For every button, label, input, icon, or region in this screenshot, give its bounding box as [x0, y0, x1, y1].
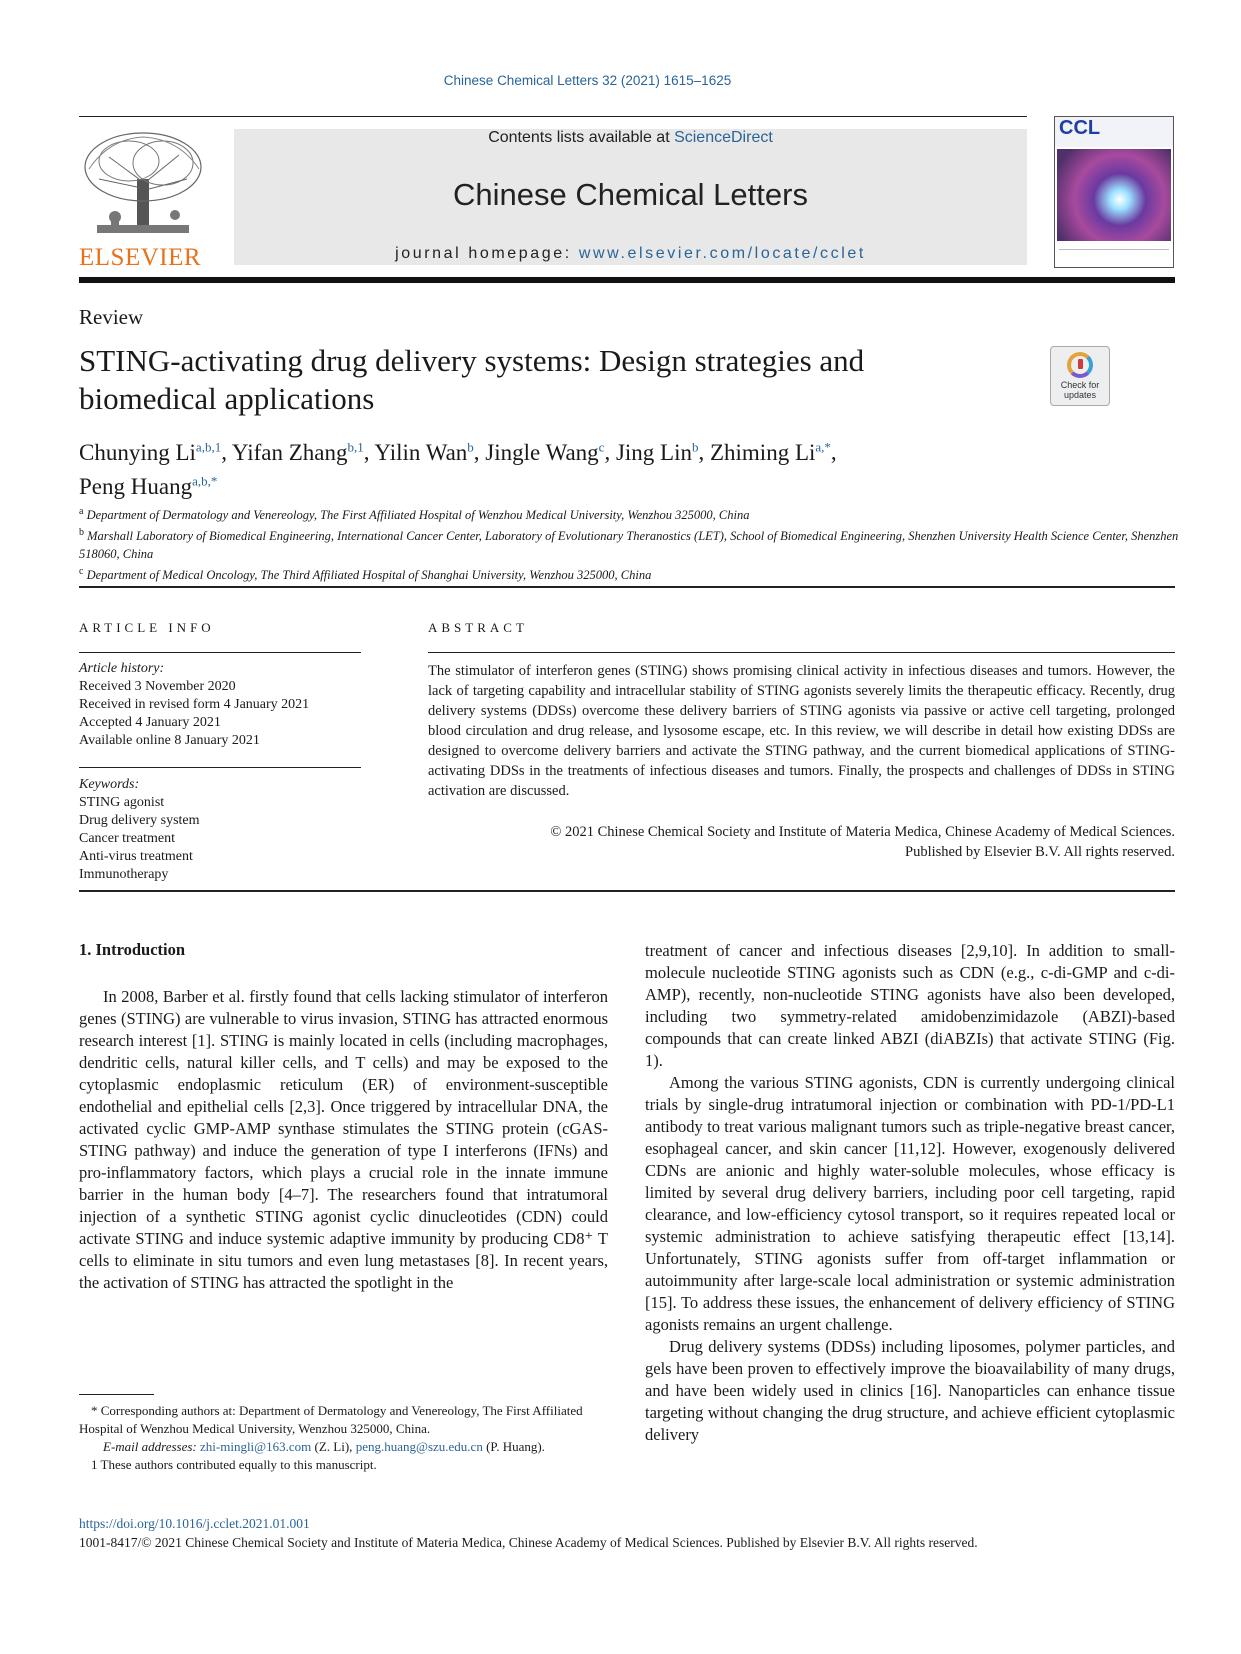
affiliation-a: $^a$ Department of Dermatology and Venereology, The First Affiliated Hospital of Wenzhou Medical University, Wenzhou 325000, China: [79, 506, 750, 523]
contents-line: [234, 129, 1027, 147]
history-label: Article history:: [79, 661, 165, 676]
body-left-column: [79, 986, 608, 1294]
author[interactable]: Yilin Wan$^b$: [374, 439, 474, 465]
article-type: Review: [79, 305, 144, 329]
info-rule-2: [79, 767, 361, 768]
affiliations: [79, 503, 1179, 584]
article-history: [79, 660, 361, 750]
email-owner: (P. Huang).: [486, 1439, 545, 1454]
email-link-li[interactable]: zhi-mingli@163.com: [200, 1439, 312, 1454]
email-footnote: [79, 1438, 608, 1456]
article-title: STING-activating drug delivery systems: Design strategies and biomedical applications: [79, 343, 865, 416]
journal-name: Chinese Chemical Letters: [453, 177, 808, 212]
affil-rule: [79, 586, 1175, 588]
history-item: Received 3 November 2020: [79, 679, 236, 694]
author[interactable]: Jingle Wang$^c$: [485, 439, 605, 465]
abstract-rule: [428, 652, 1175, 653]
body-paragraph: Drug delivery systems (DDSs) including liposomes, polymer particles, and gels have been proven to effectively improve the bioavailability of many drugs, and have been widely used in clinics [16]. Nanoparticles can enhance tissue targeting without changing the drug structure, and achieve efficient cytoplasmic delivery: [645, 1337, 1175, 1444]
sciencedirect-link[interactable]: ScienceDirect: [674, 129, 773, 146]
footnotes: [79, 1402, 608, 1474]
abstract-bottom-rule: [79, 890, 1175, 892]
history-item: Accepted 4 January 2021: [79, 715, 221, 730]
elsevier-logo: [79, 129, 207, 269]
elsevier-tree-icon: [79, 129, 207, 241]
copyright-line-2: Published by Elsevier B.V. All rights reserved.: [905, 844, 1175, 860]
history-item: Received in revised form 4 January 2021: [79, 697, 310, 712]
header-top-rule: [79, 116, 1027, 117]
copyright-line-1: © 2021 Chinese Chemical Society and Institute of Materia Medica, Chinese Academy of Medical Sciences.: [550, 824, 1175, 840]
journal-cover[interactable]: [1054, 116, 1174, 268]
body-paragraph: Among the various STING agonists, CDN is currently undergoing clinical trials by single-drug intratumoral injection or combination with PD-1/PD-L1 antibody to treat various malignant tumors such as triple-negative breast cancer, esophageal cancer, and skin cancer [11,12]. However, exogenously delivered CDNs are anionic and highly water-soluble molecules, whose efficacy is limited by several drug delivery barriers, including poor cell targeting, rapid clearance, and low-efficiency cytosol transport, so it requires repeated local or systemic administration to achieve satisfying therapeutic effect [13,14]. Unfortunately, STING agonists suffer from off-target inflammation or autoimmunity after large-scale local administration or systemic administration [15]. To address these issues, the enhancement of delivery efficiency of STING agonists remains an urgent challenge.: [645, 1073, 1175, 1334]
abstract-heading: ABSTRACT: [428, 620, 528, 635]
contents-prefix: Contents lists available at: [488, 129, 675, 146]
doi-link[interactable]: https://doi.org/10.1016/j.cclet.2021.01.001: [79, 1516, 310, 1531]
body-right-column: [645, 940, 1175, 1446]
author-list: Chunying Li$^{a,b,1}$, Yifan Zhang$^{b,1}$, Yilin Wan$^b$, Jingle Wang$^c$, Jing Lin$^b$, Zhiming $Li^{a,*}$, Peng Huang$^{a,b,*}$: [79, 439, 837, 500]
cover-title: CCL: [1055, 117, 1173, 147]
keyword: Immunotherapy: [79, 867, 169, 882]
history-item: Available online 8 January 2021: [79, 733, 260, 748]
issn-copyright: 1001-8417/© 2021 Chinese Chemical Society and Institute of Materia Medica, Chinese Academy of Medical Sciences. Published by Elsevier B.V. All rights reserved.: [79, 1535, 978, 1550]
email-label: E-mail addresses:: [103, 1439, 197, 1454]
info-rule-1: [79, 652, 361, 653]
section-heading: 1. Introduction: [79, 940, 186, 959]
cover-image: [1057, 149, 1171, 241]
keyword: Anti-virus treatment: [79, 849, 193, 864]
author[interactable]: Zhiming $Li^{a,*}$: [709, 439, 831, 465]
keywords: [79, 776, 361, 884]
corresponding-footnote: * Corresponding authors at: Department of Dermatology and Venereology, The First Affiliated Hospital of Wenzhou Medical University, Wenzhou 325000, China.: [79, 1403, 583, 1436]
check-for-updates-badge[interactable]: [1050, 346, 1110, 406]
email-link-huang[interactable]: peng.huang@szu.edu.cn: [355, 1439, 483, 1454]
abstract-text: The stimulator of interferon genes (STING) shows promising clinical activity in infectious diseases and tumors. However, the lack of targeting capability and intracellular stability of STING agonists severely limits the therapeutic efficacy. Recently, drug delivery systems (DDSs) overcome these delivery barriers of STING agonists via passive or active cell targeting, prolonged blood circulation and drug release, and lysosome escape, etc. In this review, we will describe in detail how existing DDSs are designed to overcome delivery barriers and activate the STING pathway, and the current biomedical applications of STING-activating DDSs in the treatments of infectious diseases and tumors. Finally, the prospects and challenges of DDSs in STING activation are discussed.: [428, 663, 1175, 799]
body-paragraph: In 2008, Barber et al. firstly found that cells lacking stimulator of interferon genes (STING) are vulnerable to virus invasion, STING has attracted enormous research interest [1]. STING is mainly located in cells (including macrophages, dendritic cells, natural killer cells, and T cells) and may be exposed to the cytoplasmic endoplasmic reticulum (ER) of environment-susceptible endothelial and epithelial cells [2,3]. Once triggered by intracellular DNA, the activated cyclic GMP-AMP synthase stimulates the STING protein (cGAS-STING pathway) and induce the generation of type I interferons (IFNs) and pro-inflammatory factors, which plays a crucial role in the innate immune barrier in the human body [4–7]. The researchers found that intratumoral injection of a synthetic STING agonist cyclic dinucleotides (CDN) could activate STING and induce systemic adaptive immunity by producing CD8⁺ T cells to eliminate in situ tumors and even lung metastases [8]. In recent years, the activation of STING has attracted the spotlight in the: [79, 987, 608, 1292]
author[interactable]: Jing Lin$^b$: [615, 439, 699, 465]
homepage-prefix: journal homepage:: [395, 245, 579, 262]
equal-contribution-footnote: 1 These authors contributed equally to this manuscript.: [91, 1457, 377, 1472]
journal-citation[interactable]: Chinese Chemical Letters 32 (2021) 1615–1625: [443, 73, 732, 88]
cover-footer: [1059, 249, 1169, 264]
journal-homepage: [234, 245, 1027, 263]
article-info-heading: ARTICLE INFO: [79, 620, 215, 635]
check-updates-icon: [1067, 352, 1093, 378]
body-paragraph: treatment of cancer and infectious diseases [2,9,10]. In addition to small-molecule nucleotide STING agonists such as CDN (e.g., c-di-GMP and c-di-AMP), recently, non-nucleotide STING agonists have also been developed, including two symmetry-related amidobenzimidazole (ABZI)-based compounds that can create linked ABZI (diABZIs) that activate STING (Fig. 1).: [645, 941, 1175, 1070]
keyword: Cancer treatment: [79, 831, 176, 846]
author[interactable]: Chunying Li$^{a,b,1}$: [79, 439, 222, 465]
elsevier-wordmark: ELSEVIER: [79, 244, 202, 271]
header-thick-rule: [79, 277, 1175, 283]
keyword: STING agonist: [79, 795, 165, 810]
author[interactable]: Peng Huang$^{a,b,*}$: [79, 473, 218, 500]
check-updates-label: Check for updates: [1060, 380, 1100, 400]
keywords-label: Keywords:: [79, 777, 140, 792]
affiliation-b: $^b$ Marshall Laboratory of Biomedical Engineering, International Cancer Center, Laboratory of Evolutionary Theranostics (LET), School of Biomedical Engineering, Shenzhen University Health Science Center, Shenzhen 518060, China: [79, 527, 1179, 562]
journal-banner: [234, 129, 1027, 265]
abstract-copyright: [428, 822, 1175, 862]
affiliation-c: $^c$ Department of Medical Oncology, The Third Affiliated Hospital of Shanghai University, Wenzhou 325000, China: [79, 566, 652, 583]
keyword: Drug delivery system: [79, 813, 200, 828]
author[interactable]: Yifan Zhang$^{b,1}$: [231, 439, 364, 465]
homepage-link[interactable]: www.elsevier.com/locate/cclet: [578, 245, 866, 262]
email-owner: (Z. Li),: [314, 1439, 353, 1454]
footnote-rule: [79, 1394, 154, 1395]
